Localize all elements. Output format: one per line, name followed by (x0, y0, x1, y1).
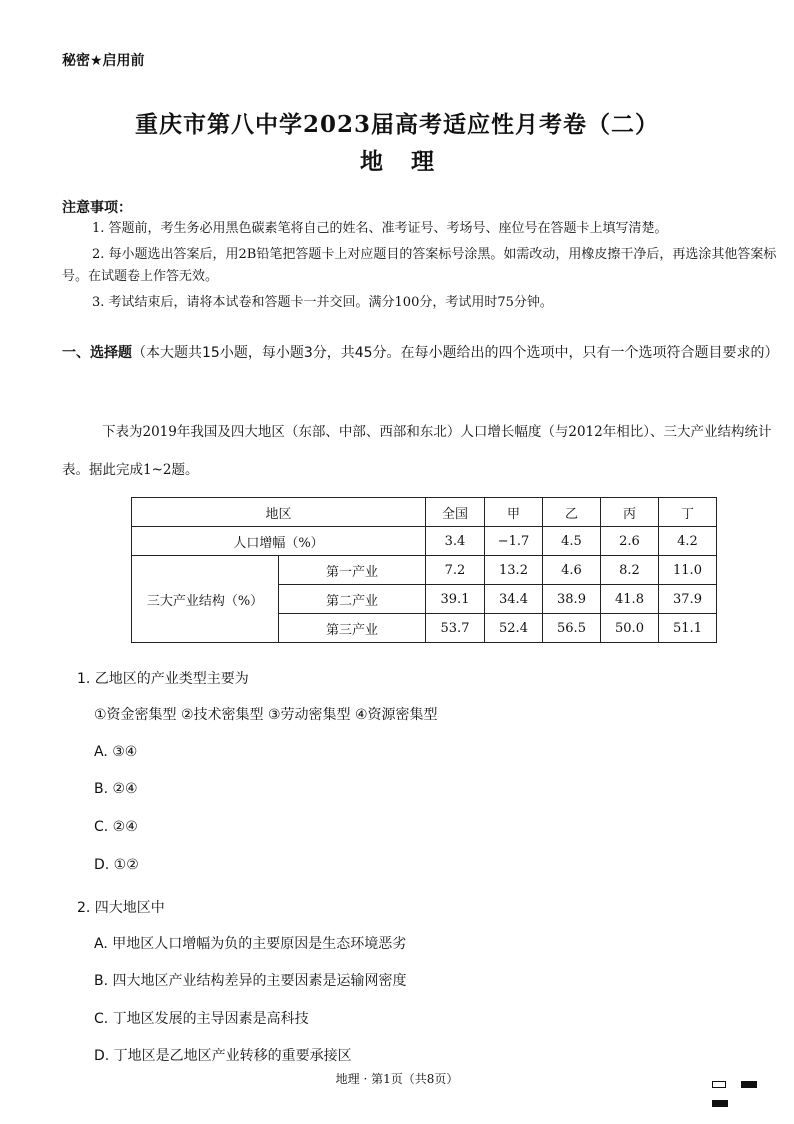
table-cell: 2.6 (601, 527, 659, 556)
question-intro: 下表为2019年我国及四大地区（东部、中部、西部和东北）人口增长幅度（与2012年相比）、三大产业结构统计表。据此完成1~2题。 (62, 424, 772, 478)
page-footer: 地理 · 第1页（共8页） (335, 1072, 459, 1086)
table-cell: 11.0 (659, 556, 717, 585)
notice-item-2: 2. 每小题选出答案后，用2B铅笔把答题卡上对应题目的答案标号涂黑。如需改动，用橡皮擦干净后，再选涂其他答案标号。在试题卷上作答无效。 (62, 247, 777, 284)
question-2-stem: 2. 四大地区中 (77, 900, 165, 916)
hollow-mark-icon (712, 1081, 726, 1088)
table-header-cell: 甲 (485, 498, 543, 527)
solid-mark-icon (712, 1100, 728, 1107)
notice-heading: 注意事项： (62, 200, 132, 216)
table-group-label: 三大产业结构（%） (132, 556, 279, 643)
table-cell: 3.4 (426, 527, 485, 556)
table-header-region: 地区 (132, 498, 426, 527)
table-cell: 41.8 (601, 585, 659, 614)
table-cell: 7.2 (426, 556, 485, 585)
table-row (132, 556, 717, 585)
table-cell: 51.1 (659, 614, 717, 643)
exam-subject: 地理 (360, 148, 462, 175)
question-1-option-b: B. ②④ (94, 781, 138, 797)
table-cell: 53.7 (426, 614, 485, 643)
question-1-option-c: C. ②④ (94, 819, 138, 835)
table-header-cell: 乙 (543, 498, 601, 527)
table-cell: 52.4 (485, 614, 543, 643)
table-cell: 4.2 (659, 527, 717, 556)
question-2-option-a: A. 甲地区人口增幅为负的主要原因是生态环境恶劣 (94, 936, 407, 952)
secret-label: 秘密★启用前 (62, 53, 145, 69)
table-row-label: 第三产业 (279, 614, 426, 643)
table-cell: 4.5 (543, 527, 601, 556)
table-cell: 37.9 (659, 585, 717, 614)
table-cell: 13.2 (485, 556, 543, 585)
section-heading (62, 338, 782, 368)
section-desc: （本大题共15小题，每小题3分，共45分。在每小题给出的四个选项中，只有一个选项符合题目要求的） (132, 345, 779, 361)
table-row-label: 第一产业 (279, 556, 426, 585)
scan-marks (712, 1074, 794, 1112)
table-header-cell: 全国 (426, 498, 485, 527)
solid-mark-icon (741, 1081, 757, 1088)
table-row-label: 第二产业 (279, 585, 426, 614)
table-header-cell: 丁 (659, 498, 717, 527)
table-row-label: 人口增幅（%） (132, 527, 426, 556)
question-1-choices: ①资金密集型 ②技术密集型 ③劳动密集型 ④资源密集型 (94, 707, 438, 723)
question-2-option-d: D. 丁地区是乙地区产业转移的重要承接区 (94, 1048, 352, 1064)
question-1-option-d: D. ①② (94, 857, 139, 873)
question-2-option-b: B. 四大地区产业结构差异的主要因素是运输网密度 (94, 973, 407, 989)
table-cell: 34.4 (485, 585, 543, 614)
exam-title: 重庆市第八中学2023届高考适应性月考卷（二） (134, 111, 659, 138)
notice-item-3: 3. 考试结束后，请将本试卷和答题卡一并交回。满分100分，考试用时75分钟。 (92, 295, 553, 310)
table-cell: 8.2 (601, 556, 659, 585)
table-header-cell: 丙 (601, 498, 659, 527)
table-cell: 50.0 (601, 614, 659, 643)
data-table (131, 497, 717, 643)
table-cell: 4.6 (543, 556, 601, 585)
question-2-option-c: C. 丁地区发展的主导因素是高科技 (94, 1011, 309, 1027)
question-1-stem: 1. 乙地区的产业类型主要为 (77, 671, 249, 687)
table-row (132, 527, 717, 556)
notice-item-1: 1. 答题前，考生务必用黑色碳素笔将自己的姓名、准考证号、考场号、座位号在答题卡上填写清楚。 (92, 221, 668, 236)
section-label: 一、选择题 (62, 345, 132, 361)
table-header-row (132, 498, 717, 527)
table-cell: 38.9 (543, 585, 601, 614)
question-1-option-a: A. ③④ (94, 744, 138, 760)
table-cell: 56.5 (543, 614, 601, 643)
table-cell: 39.1 (426, 585, 485, 614)
table-cell: −1.7 (485, 527, 543, 556)
